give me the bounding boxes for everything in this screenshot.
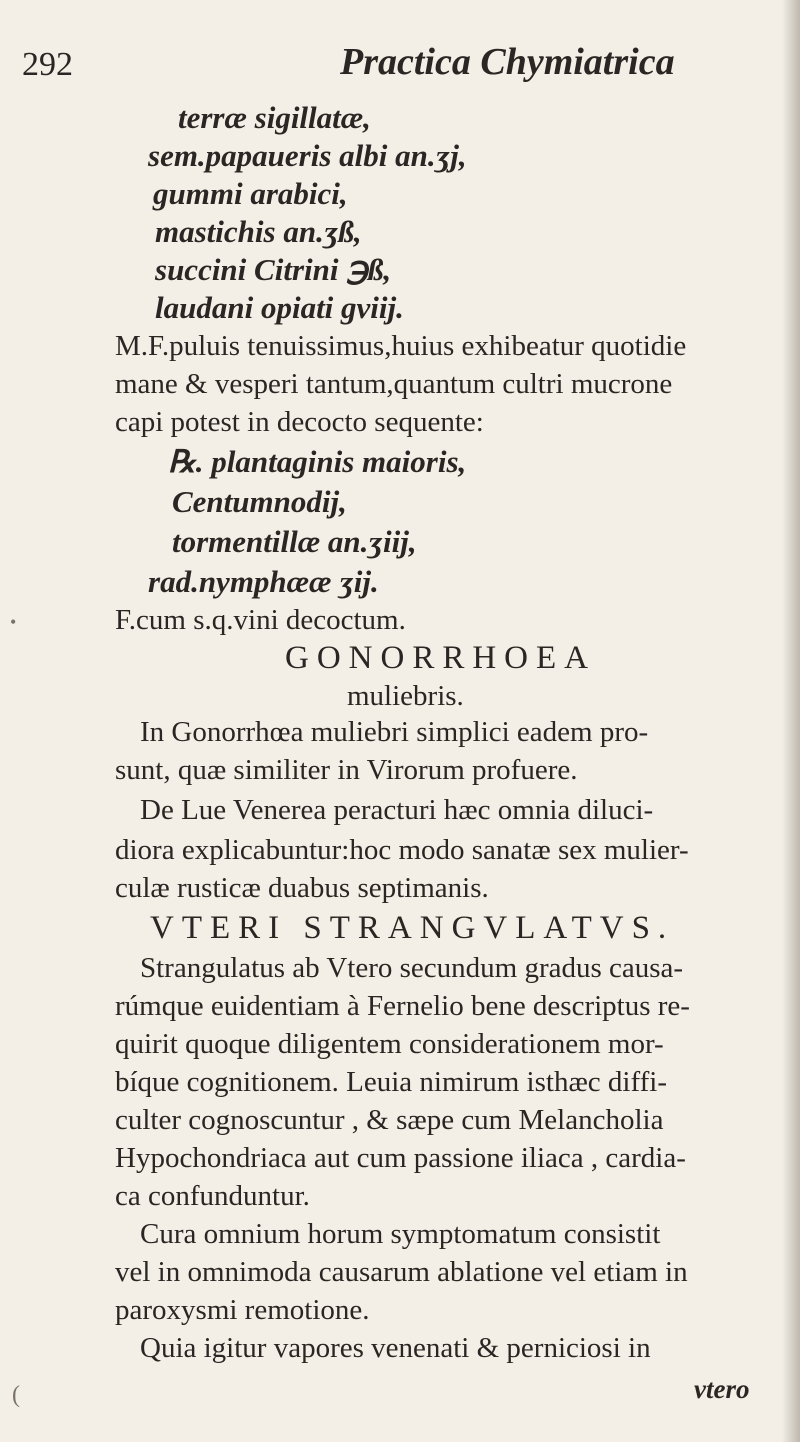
recipe-line: laudani opiati gviij. [155, 290, 404, 325]
recipe-line: Centumnodij, [172, 484, 347, 519]
text-line: paroxysmi remotione. [115, 1294, 370, 1326]
text-line: quirit quoque diligentem considerationem mor- [115, 1028, 664, 1060]
text-line: In Gonorrhœa muliebri simplici eadem pro- [140, 716, 649, 748]
recipe-line: tormentillæ an.ʒiij, [172, 524, 417, 559]
text-line: Strangulatus ab Vtero secundum gradus causa- [140, 952, 684, 984]
text-line: sunt, quæ similiter in Virorum profuere. [115, 754, 578, 786]
running-head: Practica Chymiatrica [340, 41, 675, 83]
section-subtitle: muliebris. [347, 680, 464, 712]
section-title: GONORRHOEA [285, 640, 596, 676]
page-header [0, 40, 800, 90]
text-line: M.F.puluis tenuissimus,huius exhibeatur quotidie [115, 330, 687, 362]
text-line: vel in omnimoda causarum ablatione vel etiam in [115, 1256, 688, 1288]
text-line: ca confunduntur. [115, 1180, 310, 1212]
text-line: capi potest in decocto sequente: [115, 406, 484, 438]
recipe-line: terræ sigillatæ, [178, 100, 371, 135]
text-line: Hypochondriaca aut cum passione iliaca , cardia- [115, 1142, 686, 1174]
recipe-line: ℞. plantaginis maioris, [168, 444, 467, 479]
margin-mark: ( [12, 1382, 20, 1408]
text-line: Quia igitur vapores venenati & perniciosi in [140, 1332, 651, 1364]
recipe-line: succini Citrini ℈ß, [155, 252, 392, 287]
text-line: culter cognoscuntur , & sæpe cum Melancholia [115, 1104, 664, 1136]
page-edge-shadow [782, 0, 800, 1442]
page-number: 292 [22, 46, 73, 83]
catchword: vtero [694, 1374, 750, 1404]
text-line: culæ rusticæ duabus septimanis. [115, 872, 489, 904]
text-line: rúmque euidentiam à Fernelio bene descriptus re- [115, 990, 690, 1022]
text-line: F.cum s.q.vini decoctum. [115, 604, 406, 636]
recipe-line: gummi arabici, [153, 176, 348, 211]
text-line: mane & vesperi tantum,quantum cultri mucrone [115, 368, 673, 400]
margin-mark: • [10, 612, 17, 632]
recipe-line: rad.nymphææ ʒij. [148, 564, 379, 599]
section-title: VTERI STRANGVLATVS. [150, 910, 675, 946]
recipe-line: mastichis an.ʒß, [155, 214, 362, 249]
recipe-line: sem.papaueris albi an.ʒj, [148, 138, 467, 173]
text-line: Cura omnium horum symptomatum consistit [140, 1218, 661, 1250]
text-line: De Lue Venerea peracturi hæc omnia diluci- [140, 794, 654, 826]
text-line: bíque cognitionem. Leuia nimirum isthæc diffi- [115, 1066, 667, 1098]
text-line: diora explicabuntur:hoc modo sanatæ sex mulier- [115, 834, 689, 866]
